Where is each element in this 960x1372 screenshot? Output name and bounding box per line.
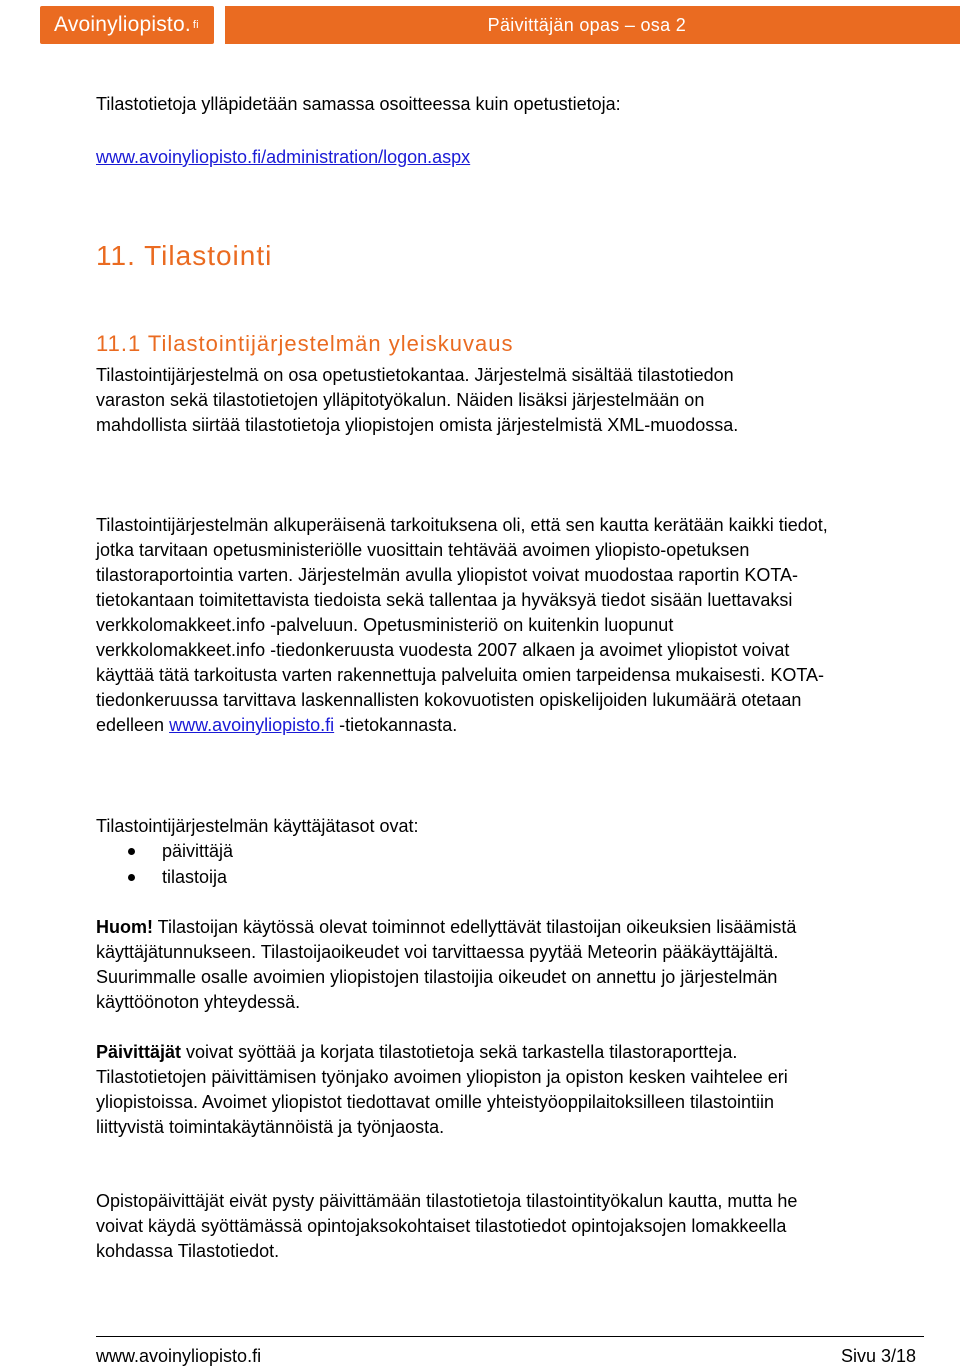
footer-divider [96,1336,924,1337]
paragraph-purpose [96,513,836,738]
intro-link-line [96,145,856,170]
document-title: Päivittäjän opas – osa 2 [487,15,686,35]
list-item: päivittäjä [96,838,856,864]
paragraph-institute-updaters: Opistopäivittäjät eivät pysty päivittämään tilastotietoja tilastointityökalun kautta, mutta he voivat käydä syöttämässä opintojaksokohtaiset tilastotiedot opintojaksojen lomakkeella kohdassa Tilastotiedot. [96,1191,798,1261]
logo-text: Avoinyliopisto. [54,13,191,36]
header-bar [225,6,960,44]
site-logo[interactable] [40,6,214,44]
paragraph-overview: Tilastointijärjestelmä on osa opetustietokantaa. Järjestelmä sisältää tilastotiedon varaston sekä tilastotietojen ylläpitotyökalun. Näiden lisäksi järjestelmään on mahdollista siirtää tilastotietoja yliopistojen omista järjestelmistä XML-muodossa. [96,365,739,435]
user-levels-intro: Tilastointijärjestelmän käyttäjätasot ovat: [96,816,419,836]
admin-login-link[interactable]: www.avoinyliopisto.fi/administration/logon.aspx [96,147,471,167]
paragraph-note [96,915,846,1015]
updaters-label: Päivittäjät [96,1042,182,1062]
paragraph-purpose-tail: -tietokannasta. [334,715,458,735]
footer-page-number: Sivu 3/18 [840,1346,916,1366]
paragraph-purpose-text: Tilastointijärjestelmän alkuperäisenä tarkoituksena oli, että sen kautta kerätään kaikki tiedot, jotka tarvitaan opetusministeriölle vuosittain tehtävää avoimen yliopisto-opetuksen tilastoraportointia varten. Järjestelmän avulla yliopistot voivat muodostaa raportin KOTA-tietokantaan toimitettavista tiedoista sekä tallentaa ja hyväksyä tiedot sisään luettavaksi verkkolomakkeet.info -palveluun. Opetusministeriö on kuitenkin luopunut verkkolomakkeet.info -tiedonkeruusta vuodesta 2007 alkaen ja avoimet yliopistot voivat käyttää tätä tarkoitusta varten rakennettuja palveluita omien tarpeidensa mukaisesti. KOTA-tiedonkeruussa tarvittava laskennallisten kokovuotisten opiskelijoiden lukumäärä otetaan edelleen [96,515,828,735]
avoinyliopisto-link[interactable]: www.avoinyliopisto.fi [169,715,335,735]
intro-text: Tilastotietoja ylläpidetään samassa osoitteessa kuin opetustietoja: [96,94,621,114]
note-label: Huom! [96,917,153,937]
updaters-text: voivat syöttää ja korjata tilastotietoja sekä tarkastella tilastoraportteja. Tilastotietojen päivittämisen työnjako avoimen yliopiston ja opiston kesken vaihtelee eri yliopistoissa. Avoimet yliopistot tiedottavat omille yhteistyöoppilaitoksilleen tilastointiin liittyvistä toimintakäytännöistä ja työnjaosta. [96,1042,788,1137]
page-header [0,0,960,50]
subsection-title: 11.1 Tilastointijärjestelmän yleiskuvaus [96,331,514,356]
user-levels-list [96,838,856,890]
note-text: Tilastoijan käytössä olevat toiminnot edellyttävät tilastoijan oikeuksien lisäämistä käyttäjätunnukseen. Tilastoijaoikeudet voi tarvittaessa pyytää Meteorin pääkäyttäjältä. Suurimmalle osalle avoimien yliopistojen tilastoijia oikeudet on annettu jo järjestelmän käyttöönoton yhteydessä. [96,917,797,1012]
footer-site: www.avoinyliopisto.fi [96,1346,262,1366]
logo-mark: fi [192,19,199,31]
section-title: 11. Tilastointi [96,240,273,271]
paragraph-updaters [96,1040,821,1140]
list-item: tilastoija [96,864,856,890]
